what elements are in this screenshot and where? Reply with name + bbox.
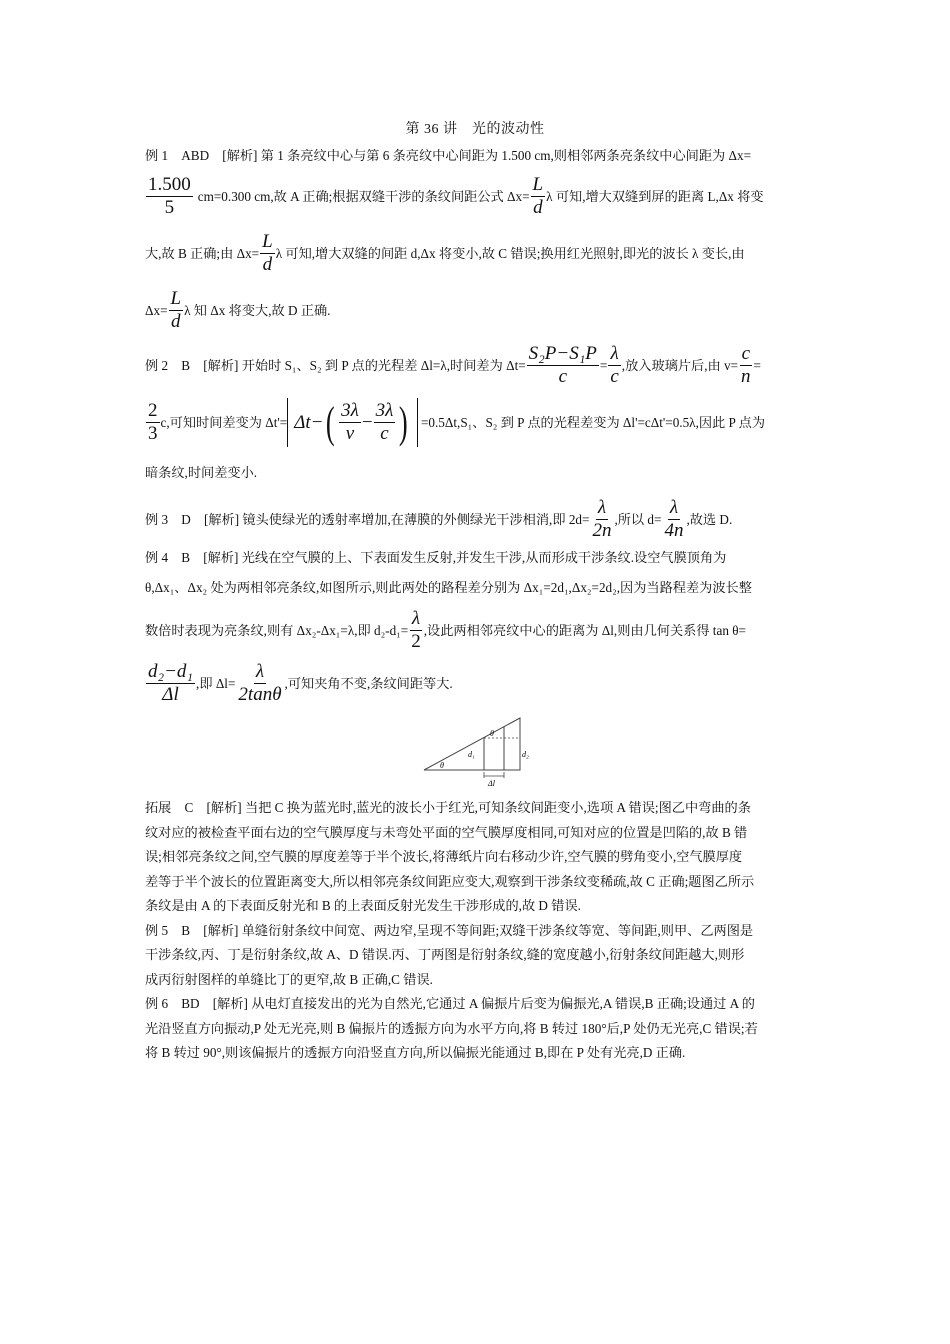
- fraction-lambda-over-c: $\frac{\lambda}{c}$: [610, 343, 619, 387]
- ex2-line1b: ,放入玻璃片后,由 v=: [621, 357, 739, 373]
- ex5-line2: 干涉条纹,丙、丁是衍射条纹,故 A、D 错误.丙、丁两图是衍射条纹,缝的宽度越小,衍射条纹间距越大,则形: [145, 947, 745, 962]
- ex6-line2: 光沿竖直方向振动,P 处无光亮,则 B 偏振片的透振方向为水平方向,将 B 转过 180°后,P 处仍无光亮,C 错误;若: [145, 1020, 758, 1036]
- example-5: [145, 919, 805, 993]
- fraction-L-over-d: $\frac{L}{d}$: [170, 288, 182, 332]
- fraction-L-over-d: $\frac{L}{d}$: [262, 231, 273, 275]
- fraction-lambda-over-2: $\frac{\lambda}{2}$: [411, 608, 421, 652]
- ext-line1: 拓展 C [解析] 当把 C 换为蓝光时,蓝光的波长小于红光,可知条纹间距变小,选项 A 错误;图乙中弯曲的条: [145, 800, 751, 815]
- ex4-line3a: 数倍时表现为亮条纹,则有 Δx₂-Δx₁=λ,即 d₂-d₁=: [145, 622, 409, 638]
- ex1-line4b: λ 知 Δx 将变大,故 D 正确.: [184, 302, 331, 318]
- ext-line5: 条纹是由 A 的下表面反射光和 B 的上表面反射光发生干涉形成的,故 D 错误.: [145, 898, 581, 913]
- ex1-line2a: cm=0.300 cm,故 A 正确;根据双缝干涉的条纹间距公式 Δx=: [197, 188, 530, 204]
- fraction-lambda-over-2tan: $\frac{\lambda}{2\tan\theta}$: [238, 661, 282, 705]
- d1-label: d₁: [468, 750, 475, 759]
- fraction-2-over-3: $\frac{2}{3}$: [148, 400, 158, 444]
- wedge-triangle: [424, 718, 520, 770]
- ex1-line3a: 大,故 B 正确;由 Δx=: [145, 245, 260, 261]
- fraction-c-over-n: $\frac{c}{n}$: [741, 343, 751, 387]
- wedge-diagram: [420, 714, 530, 790]
- extension: [145, 796, 805, 919]
- ex5-line1: 例 5 B [解析] 单缝衍射条纹中间宽、两边窄,呈现不等间距;双缝干涉条纹等宽、等间距,则甲、乙两图是: [145, 922, 754, 938]
- ex1-line2b: λ 可知,增大双缝到屏的距离 L,Δx 将变: [546, 188, 764, 204]
- ex1-line3b: λ 可知,增大双缝的间距 d,Δx 将变小,故 C 错误;换用红光照射,即光的波长 λ 变长,由: [275, 245, 745, 261]
- fraction-d2-minus-d1-over-dl: $\frac{\text{d₂−d₁}}{\Delta l}$: [148, 661, 194, 705]
- example-4: [145, 546, 805, 790]
- ex3-line1c: ,故选 D.: [686, 511, 733, 527]
- ex2-line1a: 例 2 B [解析] 开始时 S₁、S₂ 到 P 点的光程差 Δl=λ,时间差为 Δt=: [145, 357, 526, 373]
- fraction-lambda-over-2n: $\frac{\lambda}{2n}$: [592, 497, 612, 541]
- fraction-L-over-d: $\frac{L}{d}$: [532, 174, 544, 218]
- answer-page: [145, 118, 805, 1066]
- ex2-line2b: =0.5Δt,S₁、S₂ 到 P 点的光程差变为 Δl'=cΔt'=0.5λ,因此 P 点为: [420, 414, 766, 430]
- ex2-line3: 暗条纹,时间差变小.: [145, 465, 258, 480]
- example-1: [145, 144, 805, 333]
- ex2-line2a: c,可知时间差变为 Δt'=: [160, 414, 288, 430]
- example-6: [145, 992, 805, 1066]
- ext-line3: 误;相邻亮条纹之间,空气膜的厚度差等于半个波长,将薄纸片向右移动少许,空气膜的劈角变小,空气膜厚度: [145, 849, 743, 864]
- d2-label: d₂: [522, 750, 529, 759]
- fraction-3lambda-over-v: $\frac{3\lambda}{v}$: [341, 400, 359, 444]
- ex4-line4b: ,可知夹角不变,条纹间距等大.: [284, 675, 453, 691]
- theta-label: θ: [440, 761, 444, 770]
- fraction-3lambda-over-c: $\frac{3\lambda}{c}$: [375, 400, 394, 444]
- example-3: [145, 497, 805, 542]
- ex6-line3: 将 B 转过 90°,则该偏振片的透振方向沿竖直方向,所以偏振光能通过 B,即在 P 处有光亮,D 正确.: [145, 1045, 686, 1060]
- ex4-line4a: ,即 Δl=: [196, 675, 236, 691]
- ex1-line1: 例 1 ABD [解析] 第 1 条亮纹中心与第 6 条亮纹中心间距为 1.500 cm,则相邻两条亮条纹中心间距为 Δx=: [145, 148, 752, 163]
- abs-value-expression: Δt− ( $\frac{3\lambda}{v}$ − $\frac{3\lambda}{c}$ ): [287, 398, 418, 447]
- ex4-line1: 例 4 B [解析] 光线在空气膜的上、下表面发生反射,并发生干涉,从而形成干涉条纹.设空气膜顶角为: [145, 550, 727, 565]
- ex4-line2: θ,Δx₁、Δx₂ 处为两相邻亮条纹,如图所示,则此两处的路程差分别为 Δx₁=2d₁,Δx₂=2d₂,因为当路程差为波长整: [145, 580, 752, 595]
- fraction-1500-over-5: $\frac{1.500}{5}$: [148, 174, 191, 218]
- ex5-line3: 成丙衍射图样的单缝比丁的更窄,故 B 正确,C 错误.: [145, 971, 433, 987]
- ext-line4: 差等于半个波长的位置距离变大,所以相邻亮条纹间距应变大,观察到干涉条纹变稀疏,故 C 正确;题图乙所示: [145, 873, 755, 889]
- ex3-line1b: ,所以 d=: [614, 511, 662, 527]
- ex4-line3b: ,设此两相邻亮纹中心的距离为 Δl,则由几何关系得 tan θ=: [423, 622, 746, 638]
- dl-label: Δl: [488, 779, 495, 788]
- ex1-line4a: Δx=: [145, 302, 168, 318]
- example-2: 例 2 B [解析] 开始时 S₁、S₂ 到 P 点的光程差 Δl=λ,时间差为 Δt= $\frac{\text{S₂P−S₁P}}{c}$ = $\frac{\lambda}{c}$ ,放入玻璃片后,由 v= $\frac{c}{n}$ = $\frac{2}{3}$ c,可知时间差变为 Δt'= Δt− ( $\frac{3\lambda}{v}$ − $\frac{3\lambda}{c}$ ) =0.5Δt,S₁、S₂ 到 P 点的光程差变为 Δl'=cΔt'=0.5λ,因此 P 点为 暗条纹,时间差变小.: [145, 343, 805, 485]
- fraction-lambda-over-4n: $\frac{\lambda}{4n}$: [664, 497, 684, 541]
- ex6-line1: 例 6 BD [解析] 从电灯直接发出的光为自然光,它通过 A 偏振片后变为偏振光,A 错误,B 正确;设通过 A 的: [145, 996, 755, 1011]
- ex3-line1a: 例 3 D [解析] 镜头使绿光的透射率增加,在薄膜的外侧绿光干涉相消,即 2d=: [145, 511, 590, 527]
- page-title: 第 36 讲 光的波动性: [405, 122, 545, 137]
- ext-line2: 纹对应的被检查平面右边的空气膜厚度与未弯处平面的空气膜厚度相同,可知对应的位置是凹陷的,故 B 错: [145, 824, 748, 840]
- fraction-path-diff-over-c: $\frac{\text{S₂P−S₁P}}{c}$: [528, 343, 597, 387]
- theta-label: θ: [490, 729, 494, 738]
